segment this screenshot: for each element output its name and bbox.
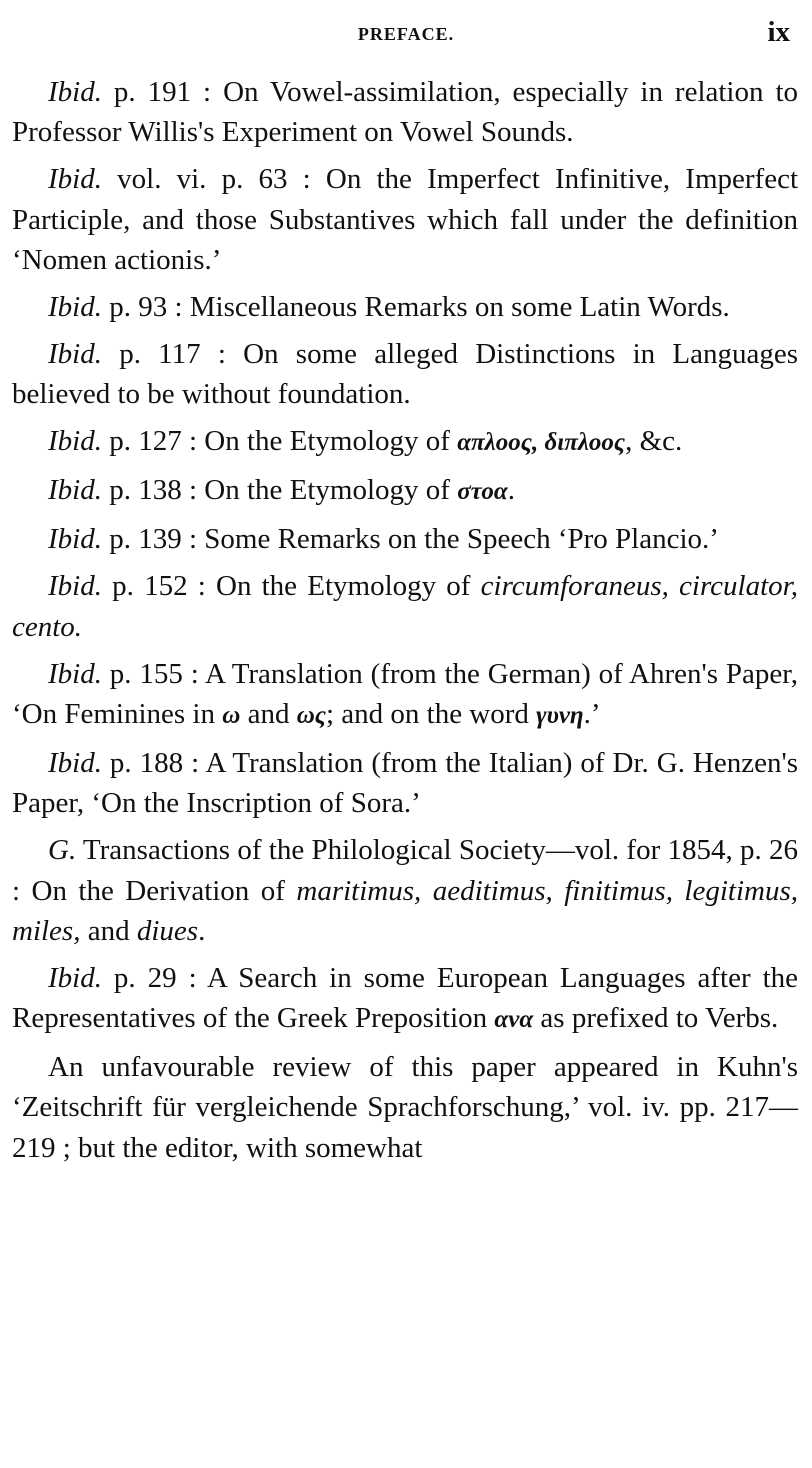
entry-tail: . bbox=[198, 914, 206, 947]
bibliography-entry bbox=[12, 654, 798, 736]
entry-text: p. 191 : On Vowel-assimilation, especially in relation to Professor Willis's Experiment on Vowel Sounds. bbox=[12, 76, 798, 149]
bibliography-entry bbox=[12, 566, 798, 646]
entry-text-mid: and bbox=[80, 914, 137, 947]
bibliography-entry bbox=[12, 470, 798, 512]
entry-reference: Ibid. bbox=[48, 657, 102, 690]
greek-separator: , bbox=[531, 429, 545, 457]
italic-latin-words: maritimus, aeditimus, finitimus, legitimus, miles, bbox=[12, 874, 798, 947]
entry-reference: Ibid. bbox=[48, 76, 102, 108]
entry-reference: Ibid. bbox=[48, 337, 102, 370]
entry-tail: . bbox=[507, 474, 516, 507]
entry-tail: .’ bbox=[583, 697, 601, 730]
entry-text: p. 93 : Miscellaneous Remarks on some Latin Words. bbox=[101, 290, 730, 323]
entry-reference: Ibid. bbox=[48, 474, 102, 507]
entry-reference: Ibid. bbox=[48, 425, 102, 458]
greek-word: διπλοος bbox=[544, 429, 626, 457]
greek-word: στοα bbox=[457, 478, 508, 506]
entry-text: p. 117 : On some alleged Distinctions in Languages believed to be without foundation. bbox=[12, 337, 798, 411]
greek-word: ανα bbox=[494, 1006, 534, 1034]
entry-text-mid: and bbox=[240, 697, 297, 730]
entry-text: p. 139 : Some Remarks on the Speech ‘Pro Plancio.’ bbox=[101, 523, 719, 556]
preface-body bbox=[12, 72, 798, 1175]
entry-text: vol. vi. p. 63 : On the Imperfect Infinitive, Imperfect Participle, and those Substantives which fall under the definition ‘Nomen actionis.’ bbox=[12, 163, 798, 276]
running-head: PREFACE. bbox=[357, 24, 455, 44]
entry-tail: as prefixed to Verbs. bbox=[533, 1002, 779, 1035]
entry-text: Transactions of the Philological Society—vol. for 1854, p. 26 : On the Derivation of bbox=[12, 834, 798, 907]
entry-tail: , &c. bbox=[625, 425, 683, 458]
bibliography-entry bbox=[12, 743, 798, 823]
entry-reference: Ibid. bbox=[48, 523, 102, 556]
entry-text: p. 188 : A Translation (from the Italian) of Dr. G. Henzen's Paper, ‘On the Inscription of Sora.’ bbox=[12, 747, 798, 820]
bibliography-entry bbox=[12, 421, 798, 463]
entry-reference: Ibid. bbox=[48, 747, 102, 780]
entry-text: p. 29 : A Search in some European Languages after the Representatives of the Greek Preposition bbox=[12, 961, 798, 1035]
entry-text: p. 138 : On the Etymology of bbox=[101, 474, 458, 507]
entry-reference: Ibid. bbox=[48, 290, 102, 323]
bibliography-entry bbox=[12, 519, 798, 559]
paragraph bbox=[12, 1047, 798, 1168]
bibliography-entry bbox=[12, 830, 798, 951]
bibliography-entry bbox=[12, 159, 798, 280]
entry-text: p. 155 : A Translation (from the German) of Ahren's Paper, ‘On Feminines in bbox=[12, 657, 798, 730]
entry-reference: Ibid. bbox=[48, 163, 102, 196]
greek-word: απλοος bbox=[457, 429, 532, 457]
page-header bbox=[0, 16, 812, 56]
greek-word: γυνη bbox=[536, 701, 584, 729]
greek-word: ω bbox=[222, 701, 241, 729]
entry-text: p. 152 : On the Etymology of bbox=[101, 570, 481, 603]
entry-reference: Ibid. bbox=[48, 570, 102, 603]
italic-latin-word: diues bbox=[136, 914, 199, 947]
bibliography-entry bbox=[12, 334, 798, 414]
page-number: ix bbox=[767, 16, 790, 48]
entry-text-mid: ; and on the word bbox=[325, 697, 537, 730]
bibliography-entry bbox=[12, 958, 798, 1040]
entry-text: p. 127 : On the Etymology of bbox=[101, 425, 458, 458]
bibliography-entry bbox=[12, 287, 798, 327]
greek-word: ως bbox=[296, 701, 326, 729]
paragraph-text: An unfavourable review of this paper appeared in Kuhn's ‘Zeitschrift für vergleichende Sprachforschung,’ vol. iv. pp. 217—219 ; but the editor, with somewhat bbox=[12, 1051, 798, 1164]
entry-reference: G. bbox=[48, 834, 77, 867]
entry-reference: Ibid. bbox=[48, 961, 102, 994]
italic-latin-words: circumforaneus, circulator, cento. bbox=[12, 570, 798, 643]
bibliography-entry bbox=[12, 72, 798, 152]
